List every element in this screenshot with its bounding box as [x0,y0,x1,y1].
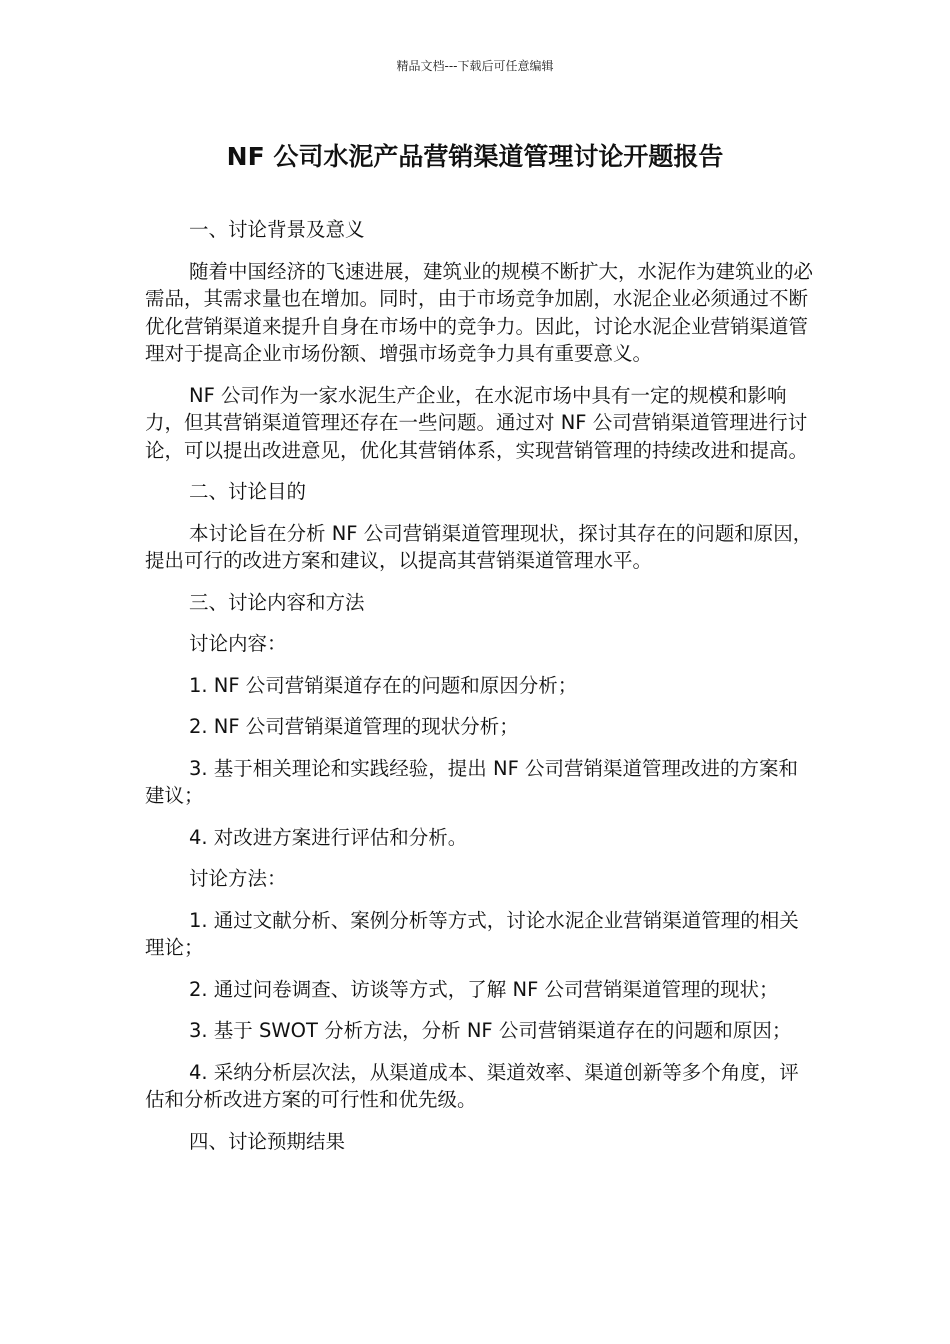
method-item-3: 3. 基于 SWOT 分析方法，分析 NF 公司营销渠道存在的问题和原因； [189,1019,792,1042]
content-item-3: 3. 基于相关理论和实践经验，提出 NF 公司营销渠道管理改进的方案和建议； [145,756,799,807]
header-note: 精品文档---下载后可任意编辑 [396,59,554,73]
method-item-1: 1. 通过文献分析、案例分析等方式，讨论水泥企业营销渠道管理的相关理论； [145,908,799,959]
section-heading-content-method: 三、讨论内容和方法 [189,590,365,614]
paragraph-background-1: 随着中国经济的飞速进展，建筑业的规模不断扩大，水泥作为建筑业的必需品，其需求量也在增加。同时，由于市场竞争加剧，水泥企业必须通过不断优化营销渠道来提升自身在市场中的竞争力。因此，讨论水泥企业营销渠道管理对于提高企业市场份额、增强市场竞争力具有重要意义。 [145,259,814,365]
paragraph-background-2: NF 公司作为一家水泥生产企业，在水泥市场中具有一定的规模和影响力，但其营销渠道管理还存在一些问题。通过对 NF 公司营销渠道管理进行讨论，可以提出改进意见，优化其营销体系，实现营销管理的持续改进和提高。 [145,383,809,462]
content-item-1: 1. NF 公司营销渠道存在的问题和原因分析； [189,673,578,697]
section-heading-background: 一、讨论背景及意义 [189,218,365,241]
method-item-2: 2. 通过问卷调查、访谈等方式，了解 NF 公司营销渠道管理的现状； [189,977,779,1001]
section-heading-purpose: 二、讨论目的 [189,480,307,503]
paragraph-purpose: 本讨论旨在分析 NF 公司营销渠道管理现状，探讨其存在的问题和原因，提出可行的改进方案和建议，以提高其营销渠道管理水平。 [145,521,813,572]
section-heading-expected-results: 四、讨论预期结果 [189,1129,346,1153]
content-item-2: 2. NF 公司营销渠道管理的现状分析； [189,715,519,738]
document-title: NF 公司水泥产品营销渠道管理讨论开题报告 [226,142,724,171]
subheading-method: 讨论方法： [189,867,287,890]
method-item-4: 4. 采纳分析层次法，从渠道成本、渠道效率、渠道创新等多个角度，评估和分析改进方案的可行性和优先级。 [145,1060,799,1111]
subheading-content: 讨论内容： [189,632,287,655]
document-body [145,216,815,1169]
content-item-4: 4. 对改进方案进行评估和分析。 [189,825,468,849]
